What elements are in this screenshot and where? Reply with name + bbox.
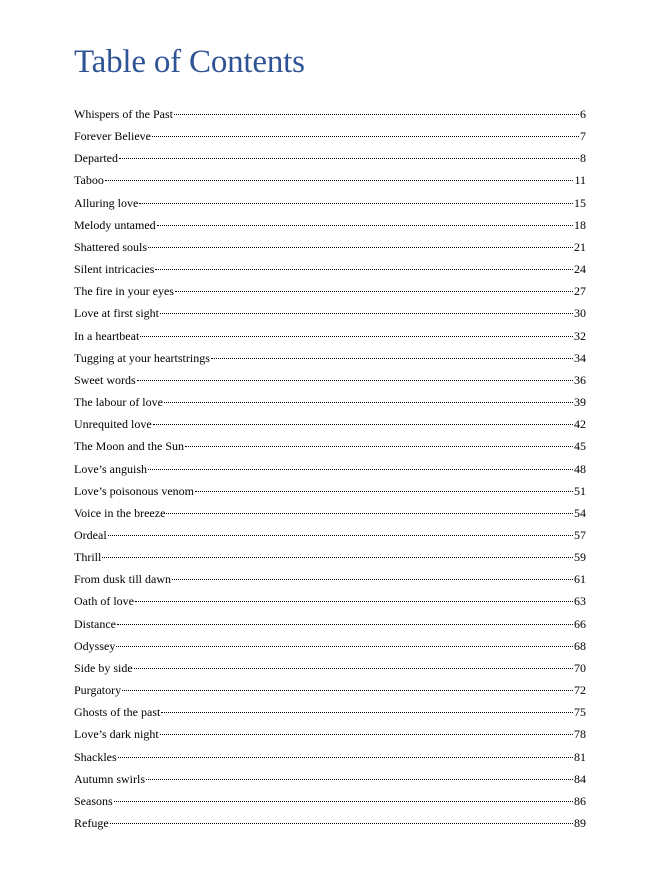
toc-entry-page: 63 [574,594,586,609]
toc-entry-page: 72 [574,683,586,698]
dot-leader [140,336,573,337]
toc-entry[interactable] [74,171,586,193]
dot-leader [118,757,573,758]
toc-entry[interactable] [74,548,586,570]
toc-entry-label: Voice in the breeze [74,505,166,520]
toc-entry-label: Melody untamed [74,217,156,232]
toc-entry-label: Purgatory [74,683,122,698]
toc-entry-page: 32 [574,328,586,343]
dot-leader [117,624,573,625]
toc-entry-page: 68 [574,638,586,653]
toc-entry[interactable] [74,460,586,482]
toc-entry-label: The Moon and the Sun [74,439,184,454]
toc-entry-label: Love at first sight [74,306,159,321]
toc-entry-page: 70 [574,660,586,675]
toc-entry-page: 24 [574,262,586,277]
toc-entry[interactable] [74,304,586,326]
toc-entry[interactable] [74,659,586,681]
toc-entry[interactable] [74,748,586,770]
toc-entry-label: Love’s anguish [74,461,147,476]
toc-entry-label: Shattered souls [74,239,147,254]
dot-leader [174,114,579,115]
toc-entry[interactable] [74,437,586,459]
toc-entry-page: 78 [574,727,586,742]
toc-entry[interactable] [74,482,586,504]
dot-leader [160,734,573,735]
dot-leader [139,203,573,204]
dot-leader [122,690,573,691]
dot-leader [160,313,573,314]
toc-entry-page: 54 [574,505,586,520]
toc-entry-page: 57 [574,527,586,542]
dot-leader [114,801,573,802]
toc-entry[interactable] [74,327,586,349]
toc-entry[interactable] [74,216,586,238]
dot-leader [155,269,573,270]
toc-entry-page: 61 [574,572,586,587]
toc-entry-page: 34 [574,350,586,365]
toc-entry-page: 81 [574,749,586,764]
dot-leader [153,424,573,425]
toc-entry[interactable] [74,105,586,127]
toc-entry-page: 39 [574,395,586,410]
dot-leader [110,823,573,824]
toc-entry-label: Taboo [74,173,104,188]
toc-entry-page: 7 [580,129,586,144]
toc-entry[interactable] [74,504,586,526]
toc-entry-page: 75 [574,705,586,720]
toc-entry-page: 21 [574,239,586,254]
dot-leader [161,712,573,713]
toc-entry-page: 11 [574,173,586,188]
dot-leader [152,136,579,137]
toc-entry[interactable] [74,415,586,437]
toc-entry-page: 8 [580,151,586,166]
dot-leader [146,779,573,780]
toc-entry-label: Unrequited love [74,417,152,432]
toc-entry[interactable] [74,703,586,725]
toc-entry[interactable] [74,349,586,371]
toc-entry[interactable] [74,260,586,282]
dot-leader [108,535,573,536]
dot-leader [102,557,573,558]
toc-entry-label: Forever Believe [74,129,151,144]
toc-entry-label: Side by side [74,660,133,675]
dot-leader [116,646,573,647]
toc-entry[interactable] [74,814,586,836]
toc-entry[interactable] [74,725,586,747]
dot-leader [148,247,573,248]
toc-entry[interactable] [74,637,586,659]
dot-leader [164,402,573,403]
toc-entry-label: From dusk till dawn [74,572,172,587]
toc-entry-label: The labour of love [74,395,163,410]
toc-entry[interactable] [74,238,586,260]
dot-leader [157,225,573,226]
dot-leader [195,491,573,492]
toc-entry-page: 15 [574,195,586,210]
toc-entry-label: In a heartbeat [74,328,140,343]
toc-entry-label: Seasons [74,793,113,808]
toc-entry[interactable] [74,615,586,637]
toc-entry[interactable] [74,592,586,614]
toc-entry-label: Love’s dark night [74,727,159,742]
toc-entry-page: 51 [574,483,586,498]
dot-leader [148,469,573,470]
toc-entry-page: 30 [574,306,586,321]
toc-entry-page: 66 [574,616,586,631]
toc-entry[interactable] [74,770,586,792]
page-title: Table of Contents [74,44,305,80]
toc-entry-label: Distance [74,616,116,631]
toc-entry-page: 18 [574,217,586,232]
toc-entry-page: 86 [574,793,586,808]
toc-entry-label: Love’s poisonous venom [74,483,194,498]
toc-entry-label: Silent intricacies [74,262,155,277]
toc-entry-page: 89 [574,816,586,830]
toc-entry-page: 59 [574,550,586,565]
toc-entry[interactable] [74,194,586,216]
dot-leader [166,513,573,514]
toc-entry-label: Autumn swirls [74,771,146,786]
toc-list [74,105,586,836]
toc-entry-label: Thrill [74,550,102,565]
toc-entry[interactable] [74,526,586,548]
toc-entry-label: Tugging at your heartstrings [74,350,210,365]
toc-entry-label: Refuge [74,816,109,830]
toc-entry[interactable] [74,570,586,592]
toc-entry[interactable] [74,282,586,304]
toc-entry-label: Ordeal [74,527,107,542]
toc-entry[interactable] [74,371,586,393]
toc-entry[interactable] [74,393,586,415]
dot-leader [105,180,574,181]
toc-entry[interactable] [74,127,586,149]
toc-entry-label: The fire in your eyes [74,284,174,299]
toc-entry-page: 45 [574,439,586,454]
toc-entry-label: Ghosts of the past [74,705,161,720]
dot-leader [211,358,573,359]
toc-entry-page: 42 [574,417,586,432]
toc-entry-page: 6 [580,107,586,121]
toc-entry-label: Shackles [74,749,117,764]
dot-leader [119,158,579,159]
toc-entry-label: Oath of love [74,594,134,609]
toc-entry[interactable] [74,681,586,703]
dot-leader [185,446,573,447]
dot-leader [137,380,573,381]
toc-entry[interactable] [74,149,586,171]
toc-entry-page: 84 [574,771,586,786]
toc-entry-label: Departed [74,151,118,166]
dot-leader [172,579,573,580]
toc-entry[interactable] [74,792,586,814]
dot-leader [135,601,573,602]
toc-entry-label: Alluring love [74,195,139,210]
dot-leader [134,668,573,669]
toc-entry-label: Whispers of the Past [74,107,173,121]
toc-entry-label: Odyssey [74,638,116,653]
toc-entry-label: Sweet words [74,372,136,387]
dot-leader [175,291,573,292]
toc-entry-page: 27 [574,284,586,299]
toc-entry-page: 48 [574,461,586,476]
toc-entry-page: 36 [574,372,586,387]
